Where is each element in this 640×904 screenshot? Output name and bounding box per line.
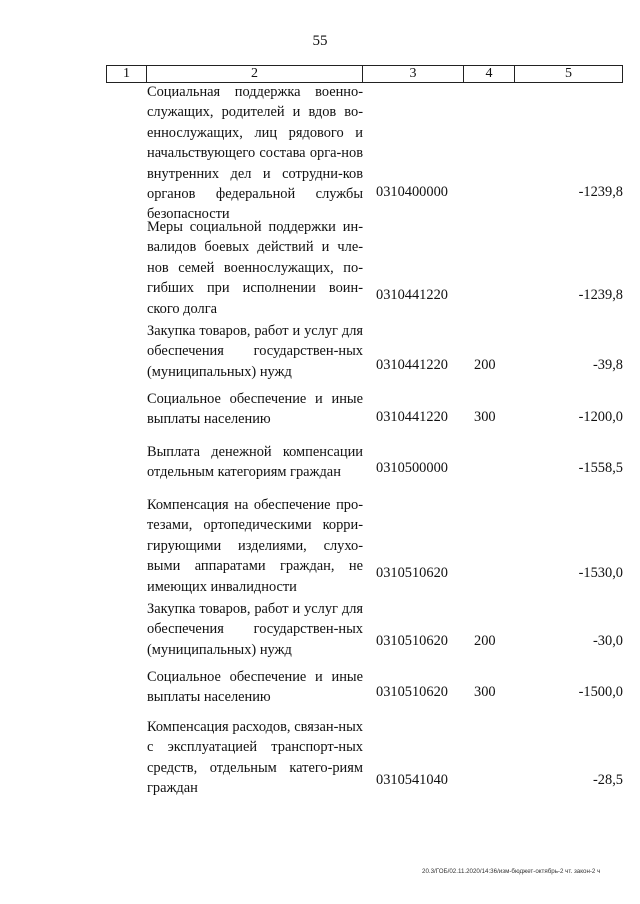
row-name: Выплата денежной компенсации отдельным категориям граждан <box>147 444 363 481</box>
row-amount: -1558,5 <box>578 460 623 476</box>
row-code: 0310510620 <box>376 633 448 649</box>
row-amount: -1500,0 <box>578 684 623 700</box>
row-amount: -1239,8 <box>578 184 623 200</box>
column-header-3: 3 <box>363 66 464 83</box>
row-type: 300 <box>474 684 496 700</box>
row-code: 0310441220 <box>376 409 448 425</box>
row-code: 0310510620 <box>376 684 448 700</box>
row-name: Меры социальной поддержки ин-валидов боевых действий и чле-нов семей военнослужащих, по-гибших при исполнении воин-ского долга <box>147 219 363 317</box>
row-name: Компенсация расходов, связан-ных с эксплуатацией транспорт-ных средств, отдельным катего-риям граждан <box>147 719 363 797</box>
row-name: Компенсация на обеспечение про-тезами, ортопедическими корри-гирующими изделиями, слухо-выми аппаратами граждан, не имеющих инвалидности <box>147 497 363 595</box>
column-header-1: 1 <box>107 66 147 83</box>
row-code: 0310400000 <box>376 184 448 200</box>
row-name: Закупка товаров, работ и услуг для обеспечения государствен-ных (муниципальных) нужд <box>147 323 363 380</box>
column-header-2: 2 <box>147 66 363 83</box>
row-code: 0310441220 <box>376 357 448 373</box>
row-name: Закупка товаров, работ и услуг для обеспечения государствен-ных (муниципальных) нужд <box>147 601 363 658</box>
row-code: 0310441220 <box>376 287 448 303</box>
column-header-4: 4 <box>464 66 515 83</box>
row-name: Социальное обеспечение и иные выплаты населению <box>147 391 363 428</box>
row-type: 200 <box>474 357 496 373</box>
row-type: 200 <box>474 633 496 649</box>
row-name: Социальная поддержка военно-служащих, родителей и вдов во-еннослужащих, лиц рядового и начальствующего состава орга-нов внутренних дел и сотрудни-ков органов федеральной службы безопасности <box>147 84 363 223</box>
row-code: 0310510620 <box>376 565 448 581</box>
page-number: 55 <box>312 33 328 49</box>
row-amount: -39,8 <box>593 357 623 373</box>
row-type: 300 <box>474 409 496 425</box>
row-code: 0310541040 <box>376 772 448 788</box>
row-amount: -30,0 <box>593 633 623 649</box>
row-amount: -1239,8 <box>578 287 623 303</box>
footer-file-path: 20.3/ГОБ/02.11.2020/14:36/изм-бюджет-октябрь-2 чт. закон-2 ч <box>422 868 601 875</box>
row-name: Социальное обеспечение и иные выплаты населению <box>147 669 363 706</box>
column-header-table <box>106 65 623 83</box>
row-amount: -1530,0 <box>578 565 623 581</box>
row-amount: -28,5 <box>593 772 623 788</box>
row-amount: -1200,0 <box>578 409 623 425</box>
column-header-5: 5 <box>515 66 623 83</box>
row-code: 0310500000 <box>376 460 448 476</box>
